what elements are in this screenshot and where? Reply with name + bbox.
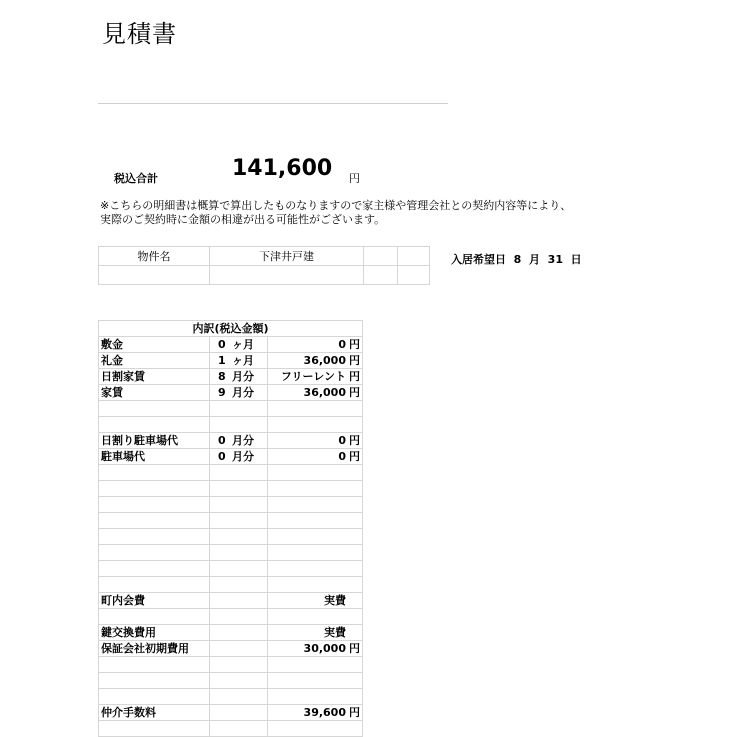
item-amount: [268, 689, 363, 705]
breakdown-row: [99, 641, 363, 657]
amount-value: 実費: [324, 593, 346, 607]
page-title: 見積書: [102, 20, 177, 48]
item-quantity: [210, 433, 268, 449]
property-table: [98, 246, 430, 285]
breakdown-row: [99, 337, 363, 353]
breakdown-row: [99, 481, 363, 497]
amount-unit: 円: [349, 385, 360, 399]
breakdown-row: [99, 369, 363, 385]
breakdown-row: [99, 385, 363, 401]
property-cell: [364, 266, 398, 285]
amount-value: 実費: [324, 625, 346, 639]
property-cell: [398, 266, 430, 285]
item-amount: [268, 705, 363, 721]
breakdown-row: [99, 561, 363, 577]
item-quantity: [210, 545, 268, 561]
move-in-month: 8: [513, 253, 522, 266]
property-header: 物件名: [99, 247, 210, 266]
item-amount: [268, 497, 363, 513]
item-amount: [268, 529, 363, 545]
item-quantity: [210, 449, 268, 465]
item-quantity: [210, 625, 268, 641]
item-quantity: [210, 689, 268, 705]
property-cell: [398, 247, 430, 266]
quantity-value: 0: [218, 337, 226, 351]
breakdown-header: 内訳(税込金額): [99, 321, 363, 337]
title-divider: [98, 103, 448, 104]
property-name: 下津井戸建: [210, 247, 364, 266]
quantity-unit: ヶ月: [232, 353, 254, 367]
quantity-unit: 月分: [232, 433, 254, 447]
item-quantity: [210, 593, 268, 609]
breakdown-row: [99, 513, 363, 529]
item-name: 鍵交換費用: [99, 625, 210, 641]
move-in-day: 31: [547, 253, 563, 266]
item-quantity: [210, 481, 268, 497]
quantity-value: 0: [218, 449, 226, 463]
item-quantity: [210, 385, 268, 401]
amount-value: 0: [338, 433, 346, 447]
item-name: 日割家賃: [99, 369, 210, 385]
item-quantity: [210, 353, 268, 369]
item-name: 日割り駐車場代: [99, 433, 210, 449]
amount-unit: 円: [349, 449, 360, 463]
item-quantity: [210, 497, 268, 513]
item-name: [99, 513, 210, 529]
amount-unit: 円: [349, 433, 360, 447]
item-amount: [268, 465, 363, 481]
breakdown-row: [99, 593, 363, 609]
item-quantity: [210, 417, 268, 433]
item-quantity: [210, 657, 268, 673]
item-quantity: [210, 513, 268, 529]
amount-unit: 円: [349, 337, 360, 351]
move-in-day-unit: 日: [570, 253, 582, 266]
item-name: 礼金: [99, 353, 210, 369]
item-quantity: [210, 465, 268, 481]
item-amount: [268, 353, 363, 369]
notice-text: [100, 199, 571, 227]
item-quantity: [210, 337, 268, 353]
item-name: [99, 673, 210, 689]
item-name: [99, 577, 210, 593]
breakdown-row: [99, 657, 363, 673]
item-name: [99, 417, 210, 433]
item-name: [99, 689, 210, 705]
item-name: [99, 497, 210, 513]
item-amount: [268, 609, 363, 625]
quantity-unit: 月分: [232, 385, 254, 399]
item-quantity: [210, 673, 268, 689]
item-quantity: [210, 529, 268, 545]
breakdown-table: [98, 320, 363, 737]
total-label: 税込合計: [114, 172, 158, 185]
item-quantity: [210, 641, 268, 657]
move-in-month-unit: 月: [529, 253, 540, 266]
item-name: 駐車場代: [99, 449, 210, 465]
item-amount: [268, 449, 363, 465]
quantity-value: 9: [218, 385, 226, 399]
item-amount: [268, 385, 363, 401]
breakdown-row: [99, 577, 363, 593]
item-name: 敷金: [99, 337, 210, 353]
item-amount: [268, 561, 363, 577]
item-amount: [268, 513, 363, 529]
breakdown-row: [99, 689, 363, 705]
quantity-unit: 月分: [232, 449, 254, 463]
amount-value: 30,000: [303, 641, 346, 655]
item-quantity: [210, 705, 268, 721]
quantity-value: 8: [218, 369, 226, 383]
breakdown-row: [99, 497, 363, 513]
item-quantity: [210, 369, 268, 385]
amount-unit: 円: [349, 353, 360, 367]
item-amount: [268, 337, 363, 353]
amount-value: 36,000: [303, 385, 346, 399]
item-amount: [268, 641, 363, 657]
move-in-label: 入居希望日: [451, 253, 506, 266]
property-cell: [99, 266, 210, 285]
total-unit: 円: [349, 172, 360, 185]
notice-line: ※こちらの明細書は概算で算出したものなりますので家主様や管理会社との契約内容等により、: [100, 199, 572, 212]
item-name: 町内会費: [99, 593, 210, 609]
item-name: [99, 481, 210, 497]
breakdown-row: [99, 625, 363, 641]
item-name: 保証会社初期費用: [99, 641, 210, 657]
item-quantity: [210, 561, 268, 577]
breakdown-row: [99, 401, 363, 417]
move-in-date: [451, 251, 582, 267]
amount-value: 39,600: [303, 705, 346, 719]
total-value: 141,600: [232, 156, 333, 181]
item-amount: [268, 545, 363, 561]
item-name: [99, 545, 210, 561]
item-name: [99, 657, 210, 673]
amount-unit: 円: [349, 369, 360, 383]
item-amount: [268, 593, 363, 609]
item-amount: [268, 673, 363, 689]
amount-unit: 円: [349, 641, 360, 655]
quantity-value: 0: [218, 433, 226, 447]
item-amount: [268, 625, 363, 641]
notice-line: 実際のご契約時に金額の相違が出る可能性がございます。: [100, 213, 386, 226]
amount-value: 0: [338, 449, 346, 463]
item-name: [99, 609, 210, 625]
item-quantity: [210, 609, 268, 625]
breakdown-row: [99, 353, 363, 369]
amount-value: 0: [338, 337, 346, 351]
property-cell: [364, 247, 398, 266]
quantity-unit: ヶ月: [232, 337, 254, 351]
item-amount: [268, 417, 363, 433]
breakdown-row: [99, 705, 363, 721]
item-amount: [268, 481, 363, 497]
property-cell: [210, 266, 364, 285]
item-quantity: [210, 401, 268, 417]
item-name: [99, 465, 210, 481]
breakdown-row: [99, 449, 363, 465]
item-quantity: [210, 577, 268, 593]
item-name: 家賃: [99, 385, 210, 401]
item-name: [99, 529, 210, 545]
breakdown-row: [99, 673, 363, 689]
item-amount: [268, 577, 363, 593]
quantity-value: 1: [218, 353, 226, 367]
breakdown-row: [99, 609, 363, 625]
item-amount: [268, 657, 363, 673]
item-name: 仲介手数料: [99, 705, 210, 721]
amount-unit: [346, 626, 360, 640]
breakdown-row: [99, 433, 363, 449]
breakdown-row: [99, 529, 363, 545]
breakdown-row: [99, 545, 363, 561]
amount-value: 36,000: [303, 353, 346, 367]
amount-unit: 円: [349, 705, 360, 719]
amount-unit: [346, 594, 360, 608]
item-name: [99, 561, 210, 577]
item-amount: [268, 369, 363, 385]
breakdown-row: [99, 417, 363, 433]
item-name: [99, 401, 210, 417]
amount-value: フリーレント: [280, 369, 346, 383]
breakdown-row: [99, 465, 363, 481]
item-amount: [268, 433, 363, 449]
item-amount: [268, 401, 363, 417]
quantity-unit: 月分: [232, 369, 254, 383]
